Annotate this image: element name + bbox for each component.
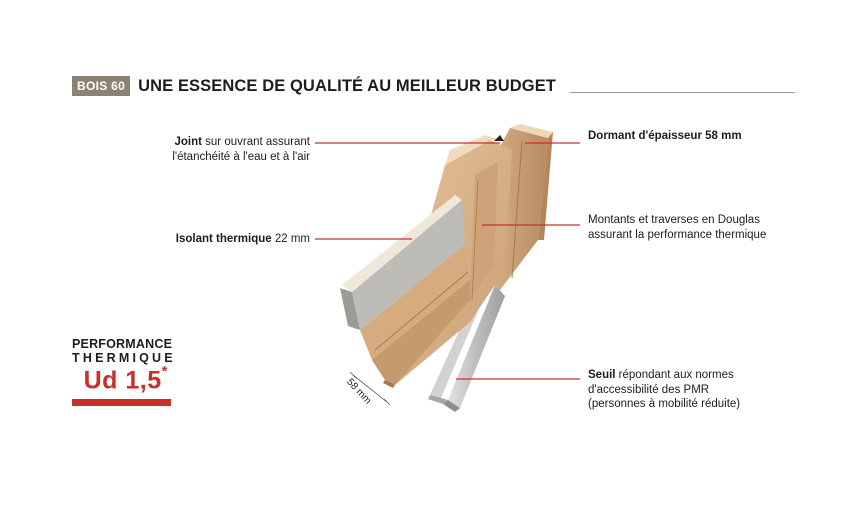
page-title: UNE ESSENCE DE QUALITÉ AU MEILLEUR BUDGET <box>138 76 556 95</box>
bois-60-badge: BOIS 60 <box>72 76 130 96</box>
dimension-label: 58 mm <box>344 376 374 407</box>
label-montants: Montants et traverses en Douglas assurant la performance thermique <box>588 214 767 241</box>
performance-label: PERFORMANCE <box>72 337 173 351</box>
label-joint: Joint sur ouvrant assurant l'étanchéité à l'eau et à l'air <box>172 136 310 163</box>
label-isolant: Isolant thermique 22 mm <box>175 233 310 245</box>
joint-seal <box>494 135 504 141</box>
ud-value: Ud 1,5* <box>83 363 168 395</box>
thermique-label: THERMIQUE <box>72 351 176 365</box>
performance-bar <box>72 399 171 406</box>
label-seuil: Seuil répondant aux normes d'accessibilité des PMR (personnes à mobilité réduite) <box>588 369 741 410</box>
label-dormant: Dormant d'épaisseur 58 mm <box>588 130 742 142</box>
